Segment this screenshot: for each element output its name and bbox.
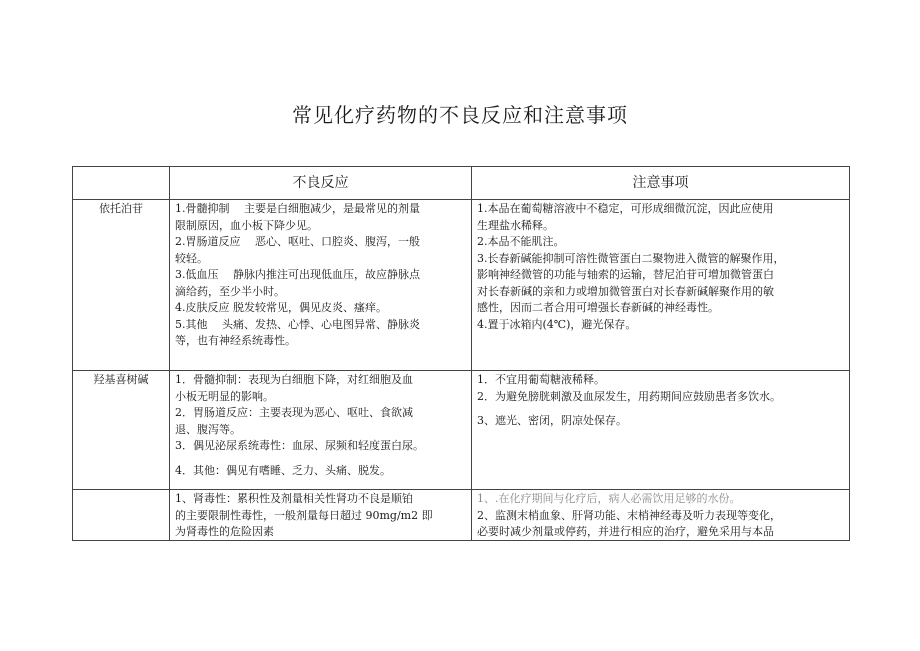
text-line: 感性，因而二者合用可增强长春新碱的神经毒性。 xyxy=(477,301,719,314)
adverse-cell xyxy=(170,490,472,541)
drug-name: 羟基喜树碱 xyxy=(73,371,170,490)
notes-cell xyxy=(472,371,850,490)
text-line: 1、肾毒性：累积性及剂量相关性肾功不良是顺铂 xyxy=(175,492,413,505)
text-line: 2．为避免膀胱刺激及血尿发生，用药期间应鼓励患者多饮水。 xyxy=(477,389,781,403)
table-row xyxy=(73,490,850,541)
table-row xyxy=(73,200,850,371)
text-line: 退、腹泻等。 xyxy=(175,422,241,436)
table-row xyxy=(73,371,850,490)
header-cell-notes: 注意事项 xyxy=(472,167,850,200)
text-line: 必要时减少剂量或停药，并进行相应的治疗，避免采用与本品 xyxy=(477,525,774,538)
text-line: 4．其他：偶见有嗜睡、乏力、头痛、脱发。 xyxy=(175,463,391,477)
text-line: 2.胃肠道反应 恶心、呕吐、口腔炎、腹泻，一般 xyxy=(175,235,420,248)
text-line: 对长春新碱的亲和力或增加微管蛋白对长春新碱解聚作用的敏 xyxy=(477,284,774,298)
text-line: 3、遮光、密闭，阴凉处保存。 xyxy=(477,414,627,427)
notes-cell xyxy=(472,490,850,541)
text-line: 4.置于冰箱内(4℃)，避光保存。 xyxy=(477,317,637,331)
text-line: 1．骨髓抑制：表现为白细胞下降，对红细胞及血 xyxy=(175,373,413,386)
text-line: 1.骨髓抑制 主要是白细胞减少，是最常见的剂量 xyxy=(175,202,420,215)
drug-name: 依托泊苷 xyxy=(73,200,170,371)
text-line: 4.皮肤反应 脱发较常见，偶见皮炎、瘙痒。 xyxy=(175,301,387,314)
notes-cell xyxy=(472,200,850,371)
text-line: 限制原因，血小板下降少见。 xyxy=(175,218,318,232)
text-line: 等，也有神经系统毒性。 xyxy=(175,334,296,347)
text-line: 1、.在化疗期间与化疗后，病人必需饮用足够的水份。 xyxy=(477,492,741,505)
adverse-cell xyxy=(170,371,472,490)
header-cell-adverse: 不良反应 xyxy=(170,167,472,200)
text-line: 滴给药，至少半小时。 xyxy=(175,284,285,298)
text-line: 3.低血压 静脉内推注可出现低血压，故应静脉点 xyxy=(175,268,420,281)
text-line: 1.本品在葡萄糖溶液中不稳定，可形成细微沉淀，因此应使用 xyxy=(477,202,774,215)
text-line: 影响神经微管的功能与轴索的运输，替尼泊苷可增加微管蛋白 xyxy=(477,268,774,281)
text-line: 2.本品不能肌注。 xyxy=(477,235,565,248)
text-line: 为肾毒性的危险因素 xyxy=(175,525,274,538)
text-line: 1．不宜用葡萄糖液稀释。 xyxy=(477,373,605,386)
adverse-cell xyxy=(170,200,472,371)
table-header-row xyxy=(73,167,850,200)
text-line: 2、监测末梢血象、肝肾功能、末梢神经毒及听力表现等变化， xyxy=(477,508,781,522)
text-line: 3．偶见泌尿系统毒性：血尿、尿频和轻度蛋白尿。 xyxy=(175,439,424,452)
header-cell-drug xyxy=(73,167,170,200)
text-line: 3.长春新碱能抑制可溶性微管蛋白二聚物进入微管的解聚作用， xyxy=(477,251,785,265)
page-title: 常见化疗药物的不良反应和注意事项 xyxy=(292,103,628,127)
text-line: 5.其他 头痛、发热、心悸、心电图异常、静脉炎 xyxy=(175,317,420,331)
text-line: 2．胃肠道反应：主要表现为恶心、呕吐、食欲减 xyxy=(175,406,413,419)
text-line: 较轻。 xyxy=(175,251,208,265)
blank-line xyxy=(477,405,844,413)
blank-line xyxy=(175,455,466,463)
drug-name xyxy=(73,490,170,541)
text-line: 小板无明显的影响。 xyxy=(175,389,274,403)
text-line: 的主要限制性毒性，一般剂量每日超过 90mg/m2 即 xyxy=(175,508,433,522)
drug-table xyxy=(72,166,850,541)
text-line: 生理盐水稀释。 xyxy=(477,218,554,232)
